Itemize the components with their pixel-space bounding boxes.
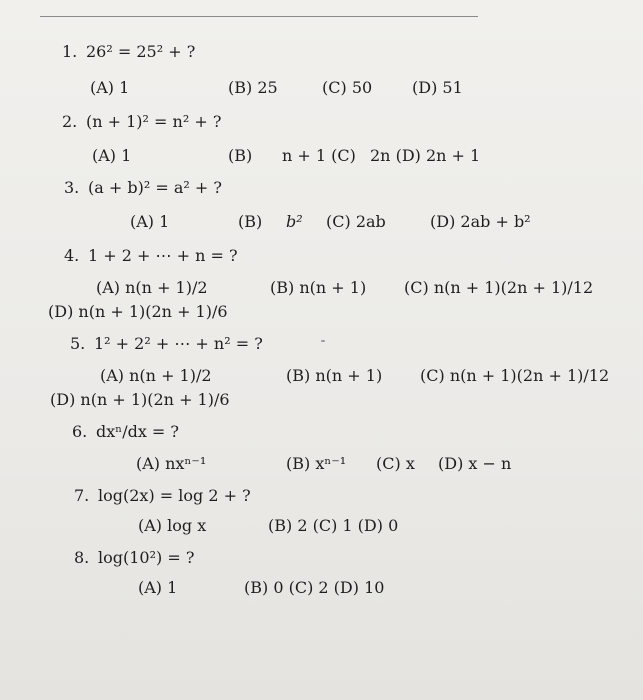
question-stem: (n + 1)² = n² + ? [86, 112, 222, 131]
option-b-value: n + 1 (C) [282, 146, 356, 165]
question-stem: (a + b)² = a² + ? [88, 178, 222, 197]
option-c: (C) x [376, 454, 415, 473]
option-b: (B) n(n + 1) [270, 278, 367, 297]
question-stem: 1² + 2² + ⋯ + n² = ? [94, 334, 263, 353]
option-a: (A) nxⁿ⁻¹ [136, 454, 207, 473]
option-b: (B) xⁿ⁻¹ [286, 454, 347, 473]
option-d: (D) n(n + 1)(2n + 1)/6 [50, 390, 230, 409]
option-a: (A) 1 [130, 212, 170, 231]
question-number: 3. [64, 178, 80, 197]
question-number: 4. [64, 246, 80, 265]
option-c-d: 2n (D) 2n + 1 [370, 146, 481, 165]
option-d: (D) n(n + 1)(2n + 1)/6 [48, 302, 228, 321]
question-number: 8. [74, 548, 90, 567]
option-a: (A) n(n + 1)/2 [100, 366, 212, 385]
option-d: (D) x − n [438, 454, 512, 473]
option-b: (B) n(n + 1) [286, 366, 383, 385]
option-c: (C) n(n + 1)(2n + 1)/12 [404, 278, 594, 297]
option-b: (B) 25 [228, 78, 278, 97]
paper-speck [321, 340, 325, 342]
option-c: (C) 2ab [326, 212, 386, 231]
option-a: (A) 1 [92, 146, 132, 165]
option-b-c-d: (B) 2 (C) 1 (D) 0 [268, 516, 399, 535]
question-stem: log(10²) = ? [98, 548, 195, 567]
question-number: 6. [72, 422, 88, 441]
option-a: (A) 1 [138, 578, 178, 597]
option-c: (C) 50 [322, 78, 373, 97]
option-b-c-d: (B) 0 (C) 2 (D) 10 [244, 578, 385, 597]
question-stem: dxⁿ/dx = ? [96, 422, 179, 441]
option-d: (D) 51 [412, 78, 463, 97]
option-b: (B) [228, 146, 253, 165]
option-b: (B) [238, 212, 263, 231]
option-a: (A) n(n + 1)/2 [96, 278, 208, 297]
top-rule [40, 16, 478, 17]
question-number: 1. [62, 42, 78, 61]
option-a: (A) log x [138, 516, 207, 535]
question-number: 2. [62, 112, 78, 131]
option-d: (D) 2ab + b² [430, 212, 531, 231]
question-number: 5. [70, 334, 86, 353]
option-c: (C) n(n + 1)(2n + 1)/12 [420, 366, 610, 385]
question-stem: 1 + 2 + ⋯ + n = ? [88, 246, 238, 265]
option-b-value: b² [286, 212, 303, 231]
question-stem: 26² = 25² + ? [86, 42, 196, 61]
question-stem: log(2x) = log 2 + ? [98, 486, 251, 505]
question-number: 7. [74, 486, 90, 505]
option-a: (A) 1 [90, 78, 130, 97]
